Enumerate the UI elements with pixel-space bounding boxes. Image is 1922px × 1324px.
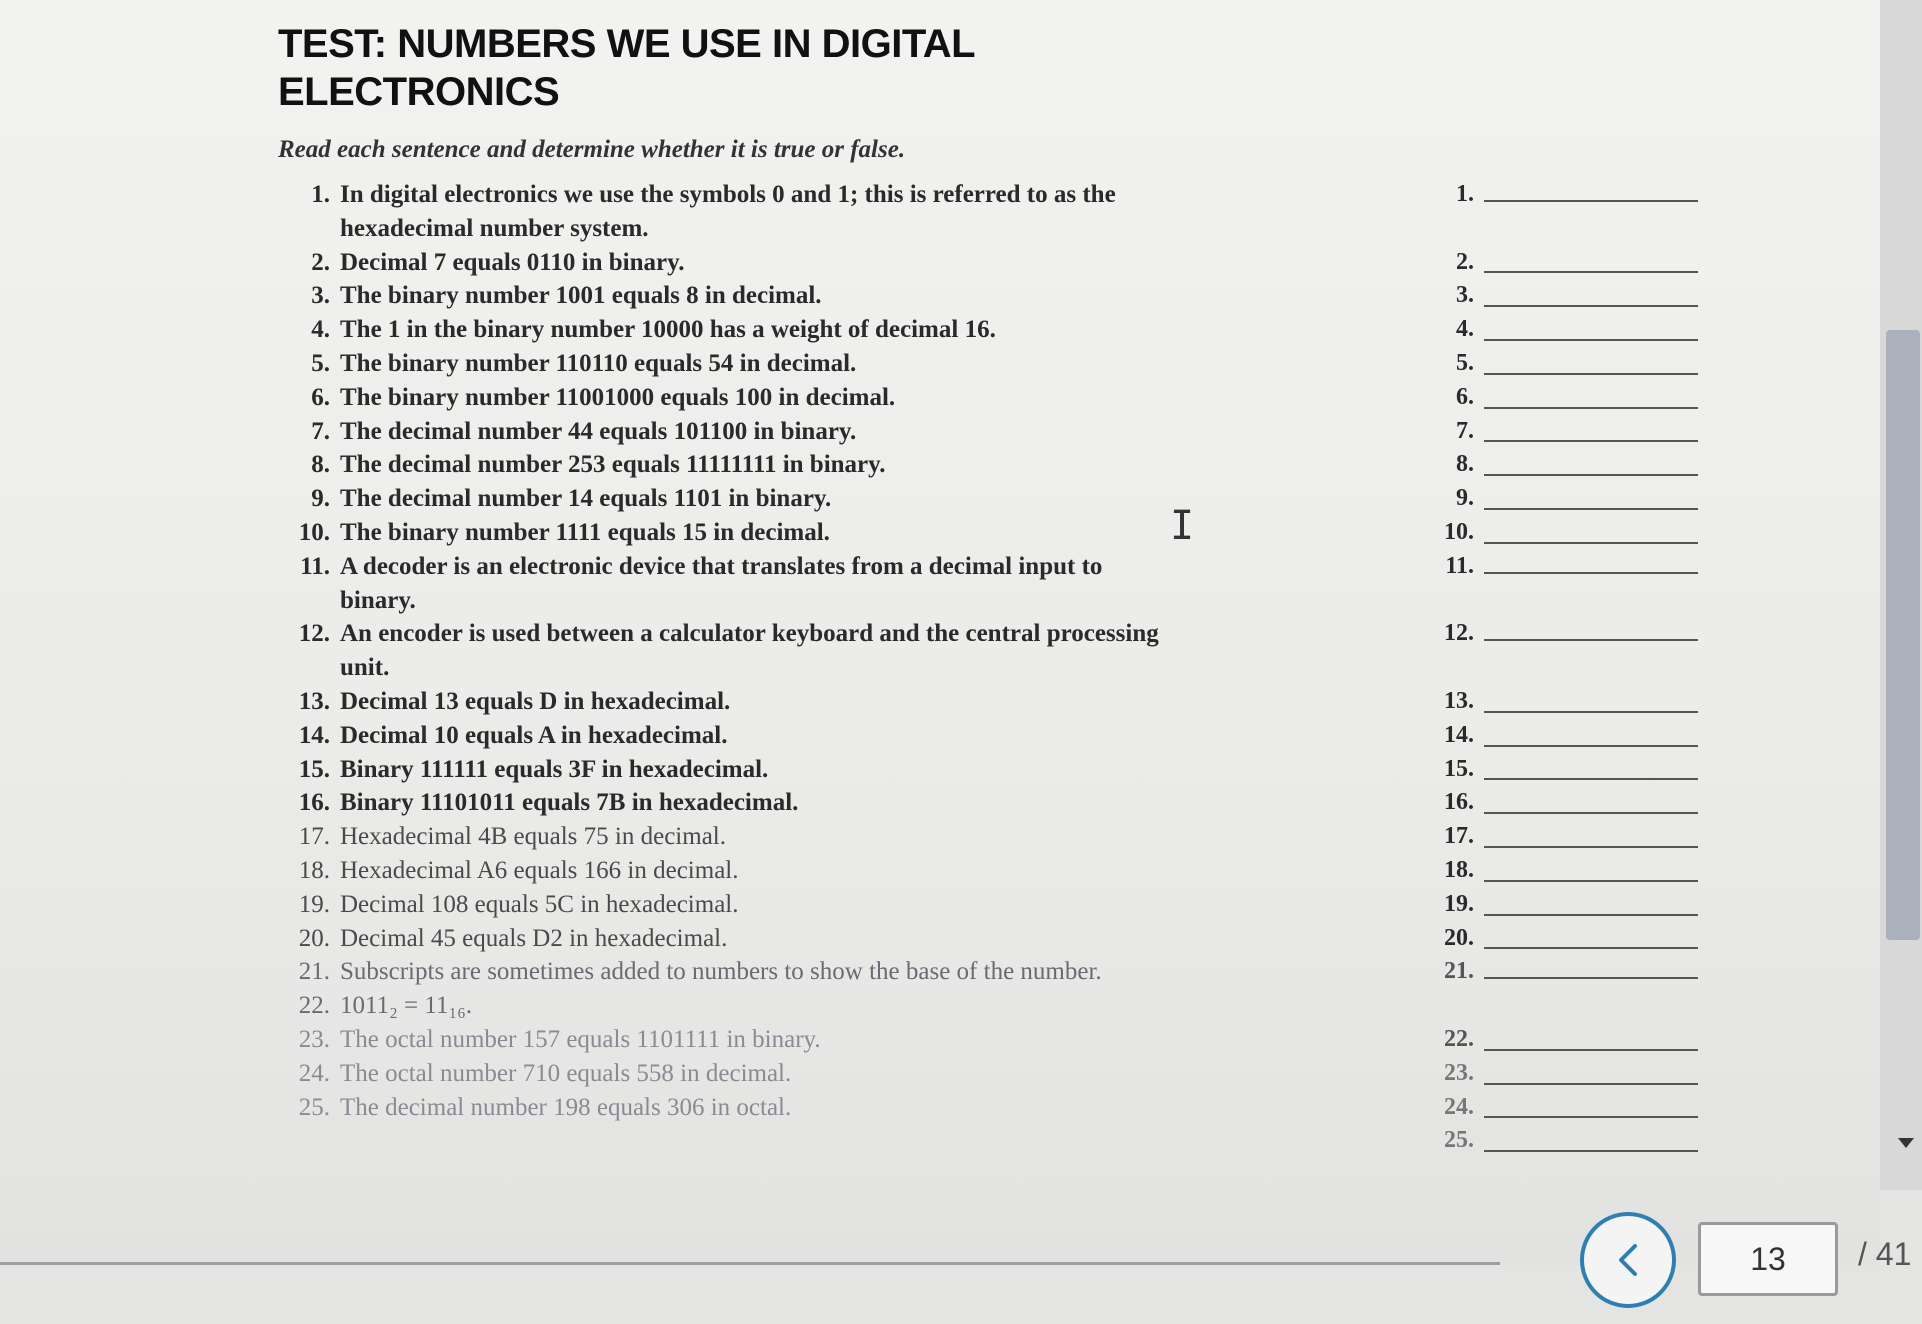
question-number: 1. bbox=[311, 181, 330, 208]
question-item bbox=[280, 347, 1180, 381]
question-number: 15. bbox=[298, 755, 330, 783]
answer-item bbox=[1418, 1057, 1698, 1091]
question-number: 5. bbox=[311, 349, 330, 377]
answer-item bbox=[1418, 516, 1698, 550]
answer-item bbox=[1418, 1124, 1698, 1158]
question-item bbox=[280, 719, 1180, 753]
answer-number: 19. bbox=[1444, 890, 1474, 917]
answer-item bbox=[1418, 888, 1698, 922]
answer-item bbox=[1418, 482, 1698, 516]
question-text: An encoder is used between a calculator keyboard and the central processing unit. bbox=[340, 620, 1159, 682]
question-text: The octal number 157 equals 1101111 in binary. bbox=[340, 1025, 821, 1053]
question-item bbox=[280, 1091, 1180, 1125]
question-item bbox=[280, 854, 1180, 888]
question-item bbox=[280, 617, 1180, 685]
question-number: 19. bbox=[298, 890, 330, 918]
answer-blank[interactable] bbox=[1484, 858, 1698, 882]
answer-item bbox=[1418, 246, 1698, 280]
question-item bbox=[280, 685, 1180, 719]
question-item bbox=[280, 279, 1180, 313]
answer-item bbox=[1418, 617, 1698, 685]
question-number: 9. bbox=[311, 485, 330, 513]
answer-item bbox=[1418, 279, 1698, 313]
question-number: 23. bbox=[298, 1025, 330, 1053]
question-text: Decimal 45 equals D2 in hexadecimal. bbox=[340, 924, 728, 952]
question-item bbox=[280, 786, 1180, 820]
answer-blank[interactable] bbox=[1484, 249, 1698, 273]
answer-item bbox=[1418, 820, 1698, 854]
question-text: Subscripts are sometimes added to numbers to show the base of the number. bbox=[340, 958, 1102, 986]
answer-number: 2. bbox=[1456, 248, 1474, 275]
answer-blank[interactable] bbox=[1484, 1061, 1698, 1085]
answer-blank[interactable] bbox=[1484, 790, 1698, 814]
question-number: 11. bbox=[300, 552, 330, 580]
question-text: The binary number 110110 equals 54 in decimal. bbox=[340, 349, 857, 377]
question-text: The decimal number 44 equals 101100 in binary. bbox=[340, 417, 857, 445]
question-text: A decoder is an electronic device that translates from a decimal input to binary. bbox=[340, 552, 1103, 614]
question-text: Binary 111111 equals 3F in hexadecimal. bbox=[340, 755, 769, 783]
question-item bbox=[280, 313, 1180, 347]
answer-item bbox=[1418, 550, 1698, 618]
answer-blank[interactable] bbox=[1484, 418, 1698, 442]
answer-number: 20. bbox=[1444, 924, 1474, 951]
question-number: 20. bbox=[298, 924, 330, 952]
answer-blank[interactable] bbox=[1484, 452, 1698, 476]
question-text: Hexadecimal A6 equals 166 in decimal. bbox=[340, 856, 739, 884]
question-number: 12. bbox=[298, 620, 330, 648]
answer-number: 11. bbox=[1445, 552, 1474, 579]
answer-blank[interactable] bbox=[1484, 520, 1698, 544]
question-number: 7. bbox=[311, 417, 330, 445]
question-number: 24. bbox=[298, 1059, 330, 1087]
question-item bbox=[280, 753, 1180, 787]
answer-blank[interactable] bbox=[1484, 617, 1698, 641]
question-number: 14. bbox=[298, 721, 330, 749]
question-item bbox=[280, 550, 1180, 618]
question-item bbox=[280, 448, 1180, 482]
question-number: 4. bbox=[311, 316, 330, 344]
question-item bbox=[280, 482, 1180, 516]
answer-item bbox=[1418, 922, 1698, 956]
answer-item bbox=[1418, 313, 1698, 347]
question-text: The binary number 1111 equals 15 in decimal. bbox=[340, 518, 830, 546]
question-item bbox=[280, 516, 1180, 550]
question-number: 21. bbox=[298, 958, 330, 986]
question-number: 17. bbox=[298, 823, 330, 851]
question-item bbox=[280, 820, 1180, 854]
answer-blank[interactable] bbox=[1484, 317, 1698, 341]
answer-item bbox=[1418, 685, 1698, 719]
question-text: The binary number 1001 equals 8 in decimal. bbox=[340, 282, 822, 310]
answer-number: 12. bbox=[1444, 620, 1474, 647]
answer-blank[interactable] bbox=[1484, 1027, 1698, 1051]
answer-number: 9. bbox=[1456, 485, 1474, 512]
answer-blank[interactable] bbox=[1484, 756, 1698, 780]
answer-blank[interactable] bbox=[1484, 351, 1698, 375]
question-text: In digital electronics we use the symbols 0 and 1; this is referred to as the hexadecimal number system. bbox=[340, 181, 1116, 242]
answer-number: 13. bbox=[1444, 687, 1474, 714]
question-number: 2. bbox=[311, 248, 330, 276]
answer-item bbox=[1418, 448, 1698, 482]
answer-number: 25. bbox=[1444, 1127, 1474, 1154]
question-item bbox=[280, 246, 1180, 280]
answer-blank[interactable] bbox=[1484, 1128, 1698, 1152]
answer-item bbox=[1418, 854, 1698, 888]
previous-page-button[interactable] bbox=[1580, 1212, 1676, 1308]
answer-blank[interactable] bbox=[1484, 689, 1698, 713]
vertical-scrollbar[interactable] bbox=[1880, 0, 1922, 1190]
question-number: 22. bbox=[298, 992, 330, 1020]
question-item bbox=[280, 1023, 1180, 1057]
answer-number: 15. bbox=[1444, 755, 1474, 782]
question-text: The octal number 710 equals 558 in decimal. bbox=[340, 1059, 792, 1087]
answer-item bbox=[1418, 178, 1698, 246]
page-title: TEST: NUMBERS WE USE IN DIGITAL ELECTRONICS bbox=[278, 22, 975, 114]
page-number-input[interactable]: 13 bbox=[1698, 1222, 1838, 1296]
question-number: 10. bbox=[298, 518, 330, 546]
answer-number: 21. bbox=[1444, 958, 1474, 985]
question-text: The decimal number 198 equals 306 in octal. bbox=[340, 1093, 792, 1121]
question-number: 25. bbox=[298, 1093, 330, 1121]
answer-item bbox=[1418, 415, 1698, 449]
question-list bbox=[280, 178, 1180, 1124]
answer-column bbox=[1418, 178, 1698, 1158]
answer-blank[interactable] bbox=[1484, 723, 1698, 747]
answer-blank[interactable] bbox=[1484, 925, 1698, 949]
question-text: Decimal 7 equals 0110 in binary. bbox=[340, 248, 685, 276]
answer-item bbox=[1418, 347, 1698, 381]
answer-blank[interactable] bbox=[1484, 550, 1698, 574]
answer-number: 18. bbox=[1444, 856, 1474, 883]
answer-number: 1. bbox=[1456, 181, 1474, 207]
answer-number: 3. bbox=[1456, 282, 1474, 309]
answer-blank[interactable] bbox=[1484, 824, 1698, 848]
question-item bbox=[280, 1057, 1180, 1091]
answer-item bbox=[1418, 1091, 1698, 1125]
question-number: 18. bbox=[298, 856, 330, 884]
answer-blank[interactable] bbox=[1484, 955, 1698, 979]
answer-blank[interactable] bbox=[1484, 178, 1698, 202]
question-number: 16. bbox=[298, 789, 330, 817]
answer-blank[interactable] bbox=[1484, 486, 1698, 510]
scrollbar-thumb[interactable] bbox=[1886, 330, 1920, 940]
answer-number: 23. bbox=[1444, 1059, 1474, 1086]
question-item bbox=[280, 888, 1180, 922]
answer-blank[interactable] bbox=[1484, 283, 1698, 307]
answer-blank[interactable] bbox=[1484, 1094, 1698, 1118]
question-item bbox=[280, 989, 1180, 1023]
text-cursor-icon: I bbox=[1170, 503, 1195, 549]
question-item bbox=[280, 381, 1180, 415]
question-number: 3. bbox=[311, 282, 330, 310]
answer-item bbox=[1418, 381, 1698, 415]
answer-number: 14. bbox=[1444, 721, 1474, 748]
answer-number: 22. bbox=[1444, 1025, 1474, 1052]
question-text: The binary number 11001000 equals 100 in decimal. bbox=[340, 383, 896, 411]
question-item bbox=[280, 922, 1180, 956]
answer-item bbox=[1418, 1023, 1698, 1057]
question-text: The decimal number 14 equals 1101 in binary. bbox=[340, 485, 832, 513]
answer-blank[interactable] bbox=[1484, 892, 1698, 916]
question-text: Decimal 108 equals 5C in hexadecimal. bbox=[340, 890, 739, 918]
chevron-left-icon bbox=[1613, 1240, 1643, 1280]
answer-item bbox=[1418, 719, 1698, 753]
question-text: 1011₂ = 11₁₆. bbox=[340, 992, 473, 1020]
answer-number: 17. bbox=[1444, 823, 1474, 850]
divider bbox=[0, 1262, 1500, 1265]
answer-number: 6. bbox=[1456, 383, 1474, 410]
question-text: Binary 11101011 equals 7B in hexadecimal. bbox=[340, 789, 799, 817]
answer-item bbox=[1418, 955, 1698, 1023]
answer-number: 7. bbox=[1456, 417, 1474, 444]
answer-blank[interactable] bbox=[1484, 385, 1698, 409]
answer-number: 4. bbox=[1456, 316, 1474, 343]
scroll-down-icon[interactable] bbox=[1898, 1138, 1914, 1148]
question-text: Decimal 10 equals A in hexadecimal. bbox=[340, 721, 728, 749]
question-text: The 1 in the binary number 10000 has a weight of decimal 16. bbox=[340, 316, 996, 344]
question-number: 6. bbox=[311, 383, 330, 411]
answer-number: 16. bbox=[1444, 789, 1474, 816]
question-text: Hexadecimal 4B equals 75 in decimal. bbox=[340, 823, 726, 851]
answer-item bbox=[1418, 786, 1698, 820]
page-total-label: / 41 bbox=[1858, 1236, 1912, 1272]
answer-number: 24. bbox=[1444, 1093, 1474, 1120]
answer-number: 5. bbox=[1456, 349, 1474, 376]
question-item bbox=[280, 955, 1180, 989]
question-number: 8. bbox=[311, 451, 330, 479]
answer-number: 10. bbox=[1444, 518, 1474, 545]
question-item bbox=[280, 415, 1180, 449]
question-item bbox=[280, 178, 1180, 246]
question-text: Decimal 13 equals D in hexadecimal. bbox=[340, 687, 731, 715]
question-number: 13. bbox=[298, 687, 330, 715]
answer-item bbox=[1418, 753, 1698, 787]
question-text: The decimal number 253 equals 11111111 in binary. bbox=[340, 451, 886, 479]
answer-number: 8. bbox=[1456, 451, 1474, 478]
instructions-text: Read each sentence and determine whether it is true or false. bbox=[278, 136, 906, 163]
